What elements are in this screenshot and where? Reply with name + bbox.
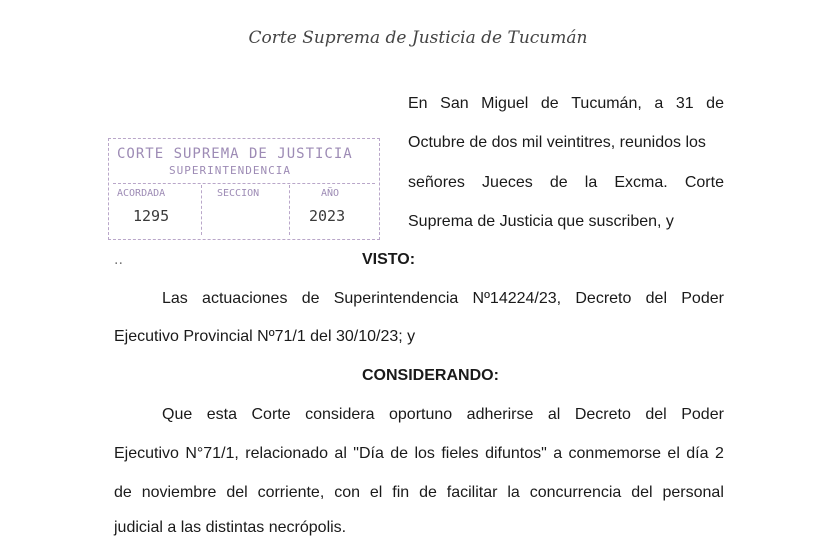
word: los	[414, 445, 435, 462]
word: corriente,	[257, 484, 325, 501]
acordada-stamp	[108, 138, 380, 240]
stamp-column-divider	[201, 185, 202, 235]
word: "Día	[353, 445, 384, 462]
word: día	[686, 445, 709, 462]
word: fieles	[441, 445, 479, 462]
word: de	[549, 174, 568, 191]
word: Excma.	[614, 174, 668, 191]
word: a	[654, 95, 664, 112]
word: Corte	[684, 174, 724, 191]
word: San	[440, 95, 469, 112]
court-letterhead: Corte Suprema de Justicia de Tucumán	[248, 28, 588, 48]
word: al	[334, 445, 347, 462]
stamp-acordada-label: ACORDADA	[117, 188, 166, 199]
word: Nº14224/23,	[472, 290, 562, 307]
word: al	[547, 406, 561, 423]
word: del	[631, 484, 653, 501]
word: En	[408, 95, 428, 112]
word: el	[667, 445, 680, 462]
word: a	[553, 445, 563, 462]
word: conmemorse	[568, 445, 662, 462]
considerando-line-1	[162, 405, 724, 425]
word: Decreto	[574, 406, 631, 423]
intro-line-2: Octubre de dos mil veintitres, reunidos los	[408, 134, 706, 151]
word: 2	[714, 445, 724, 462]
word: de	[540, 95, 559, 112]
word: esta	[206, 406, 237, 423]
word: personal	[662, 484, 724, 501]
word: señores	[408, 174, 465, 191]
word: noviembre	[141, 484, 217, 501]
word: adherirse	[466, 406, 534, 423]
visto-line-2: Ejecutivo Provincial Nº71/1 del 30/10/23; y	[114, 328, 416, 345]
word: Corte	[251, 406, 291, 423]
intro-line-1	[408, 94, 724, 114]
word: con	[334, 484, 360, 501]
word: N°71/1,	[185, 445, 239, 462]
word: oportuno	[389, 406, 453, 423]
stamp-court-line: CORTE SUPREMA DE JUSTICIA	[117, 146, 353, 162]
word: del	[645, 406, 667, 423]
considerando-line-4: judicial a las distintas necrópolis.	[114, 519, 347, 536]
stamp-seccion-label: SECCION	[217, 188, 260, 199]
word: fin	[392, 484, 410, 501]
word: Miguel	[481, 95, 529, 112]
margin-dots: ..	[114, 251, 123, 268]
word: de	[390, 445, 409, 462]
stamp-column-divider	[289, 185, 290, 235]
visto-line-1	[162, 289, 724, 309]
word: considera	[305, 406, 375, 423]
word: concurrencia	[529, 484, 622, 501]
word: Que	[162, 406, 193, 423]
intro-line-3	[408, 173, 724, 193]
word: 31	[675, 95, 694, 112]
stamp-office-line: SUPERINTENDENCIA	[169, 164, 291, 177]
word: el	[369, 484, 383, 501]
word: la	[507, 484, 520, 501]
word: Decreto	[575, 290, 632, 307]
stamp-year-value: 2023	[309, 207, 346, 225]
word: de	[419, 484, 437, 501]
word: Las	[162, 290, 188, 307]
word: facilitar	[446, 484, 498, 501]
word: Poder	[681, 290, 724, 307]
visto-heading: VISTO:	[362, 251, 416, 268]
considerando-line-2	[114, 444, 724, 464]
stamp-acordada-number: 1295	[133, 207, 170, 225]
word: relacionado	[245, 445, 329, 462]
word: Superintendencia	[333, 290, 459, 307]
word: de	[114, 484, 132, 501]
considerando-heading: CONSIDERANDO:	[362, 367, 499, 384]
intro-line-4: Suprema de Justicia que suscriben, y	[408, 213, 674, 230]
word: Poder	[681, 406, 724, 423]
word: del	[226, 484, 248, 501]
word: del	[645, 290, 667, 307]
word: de	[706, 95, 724, 112]
stamp-year-label: AÑO	[321, 188, 340, 199]
stamp-divider	[113, 183, 375, 184]
word: actuaciones	[202, 290, 288, 307]
word: de	[301, 290, 320, 307]
considerando-line-3	[114, 483, 724, 503]
word: Jueces	[482, 174, 533, 191]
word: la	[584, 174, 598, 191]
word: Tucumán,	[571, 95, 642, 112]
word: Ejecutivo	[114, 445, 179, 462]
word: difuntos"	[485, 445, 547, 462]
